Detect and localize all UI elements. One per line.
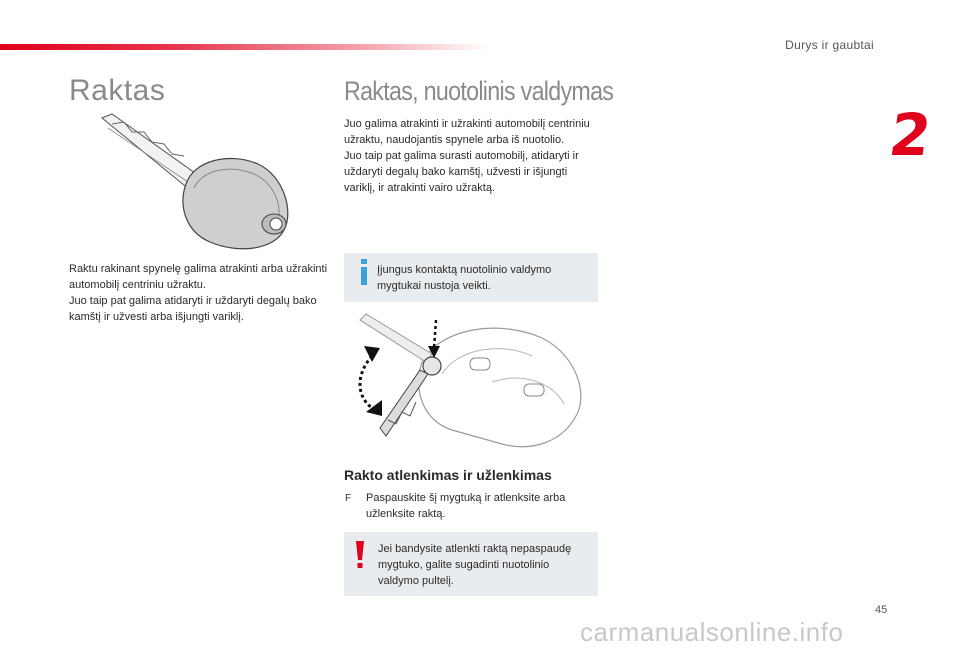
right-paragraph-2: Juo taip pat galima surasti automobilį, atidaryti ir uždaryti degalų bako kamštį, užvesti ir išjungti variklį, ir atrakinti vairo užraktą. (344, 150, 579, 194)
info-icon (358, 259, 370, 285)
right-paragraph-1: Juo galima atrakinti ir užrakinti automobilį centriniu užraktu, naudojantis spynele arba iš nuotolio. (344, 118, 590, 146)
folding-key-illustration (352, 312, 592, 460)
left-paragraph-2: Juo taip pat galima atidaryti ir uždaryti degalų bako kamštį ir užvesti arba išjungti variklį. (69, 295, 317, 323)
unfold-subheading: Rakto atlenkimas ir užlenkimas (344, 467, 552, 483)
warning-icon (354, 541, 366, 569)
section-title: Durys ir gaubtai (785, 38, 874, 52)
bullet-arrow-icon: F (345, 493, 352, 504)
top-accent-bar (0, 44, 490, 50)
warning-note-text: Jei bandysite atlenkti raktą nepaspaudę mygtuko, galite sugadinti nuotolinio valdymo pultelį. (378, 543, 572, 587)
left-paragraph-1: Raktu rakinant spynelę galima atrakinti arba užrakinti automobilį centriniu užraktu. (69, 263, 328, 291)
left-title: Raktas (69, 74, 166, 107)
chapter-number: 2 (885, 101, 936, 169)
info-note-box (344, 253, 598, 302)
watermark: carmanualsonline.info (580, 617, 844, 647)
bullet-text: Paspauskite šį mygtuką ir atlenksite arba užlenksite raktą. (366, 492, 566, 520)
warning-note-box (344, 532, 598, 596)
right-title: Raktas, nuotolinis valdymas (344, 76, 614, 106)
page-number: 45 (875, 604, 888, 616)
key-illustration (98, 112, 298, 252)
info-note-text: Įjungus kontaktą nuotolinio valdymo mygtukai nustoja veikti. (377, 264, 552, 292)
right-text (344, 116, 598, 196)
left-text (69, 261, 329, 325)
